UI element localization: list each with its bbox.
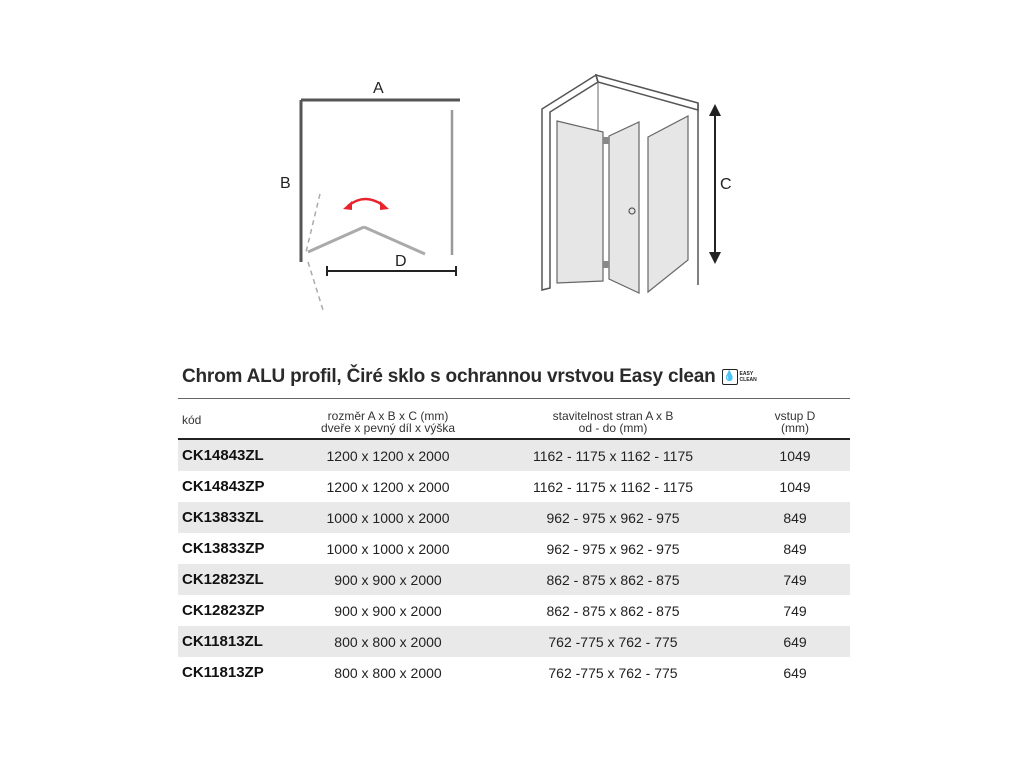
table-heading [182,366,757,388]
swing-arrow-icon [348,199,384,206]
header-entry [740,399,850,440]
water-drop-icon: 💧 [722,369,738,385]
cell-adjust: 762 -775 x 762 - 775 [548,664,678,681]
table-row [178,564,850,595]
cell-entry: 1049 [740,439,850,471]
cell-code: CK11813ZP [182,664,264,681]
header-size-line1: rozměr A x B x C (mm) [327,409,449,423]
cell-size: 900 x 900 x 2000 [290,564,486,595]
cell-code: CK11813ZL [178,626,290,657]
cell-adjust: 962 - 975 x 962 - 975 [546,540,680,557]
cell-code: CK12823ZL [178,564,290,595]
cell-entry: 749 [740,564,850,595]
header-size [290,399,486,440]
cell-adjust: 1162 - 1175 x 1162 - 1175 [486,439,740,471]
cell-code: CK13833ZP [182,540,265,557]
cell-adjust: 1162 - 1175 x 1162 - 1175 [532,478,694,495]
cell-code: CK13833ZL [178,502,290,533]
header-size-line2: dveře x pevný díl x výška [320,421,456,435]
cell-code: CK12823ZP [182,602,265,619]
cell-adjust: 762 -775 x 762 - 775 [486,626,740,657]
spec-table [178,398,850,688]
dimension-label-d: D [395,253,407,270]
table-row [178,657,850,688]
cell-size: 1200 x 1200 x 2000 [326,478,450,495]
cell-adjust: 962 - 975 x 962 - 975 [486,502,740,533]
header-adjust-line2: od - do (mm) [578,421,648,435]
badge-text-line2: CLEAN [739,377,757,383]
dimension-label-b: B [280,175,291,192]
plan-view-diagram [301,100,460,310]
cell-entry: 849 [740,502,850,533]
table-row [178,439,850,471]
cell-entry: 1049 [779,478,811,495]
cell-entry: 849 [783,540,807,557]
cell-entry: 649 [740,626,850,657]
dimension-label-a: A [373,80,384,97]
shower-diagrams [0,0,1024,340]
badge-text-line1: EASY [739,371,754,377]
cell-size: 1200 x 1200 x 2000 [290,439,486,471]
cell-adjust: 862 - 875 x 862 - 875 [546,602,680,619]
page-title: Chrom ALU profil, Čiré sklo s ochrannou vrstvou Easy clean [182,366,716,387]
header-adjust [486,399,740,440]
easy-clean-badge [722,369,757,385]
cell-size: 1000 x 1000 x 2000 [326,540,450,557]
table-row [178,595,850,626]
cell-size: 900 x 900 x 2000 [334,602,442,619]
header-code: kód [178,399,290,440]
header-entry-line1: vstup D [774,409,816,423]
table-row [178,626,850,657]
table-row [178,533,850,564]
perspective-view-diagram [542,75,721,293]
table-row [178,502,850,533]
header-adjust-line1: stavitelnost stran A x B [552,409,674,423]
cell-code: CK14843ZL [178,439,290,471]
dimension-label-c: C [720,176,732,193]
table-row [178,471,850,502]
cell-size: 800 x 800 x 2000 [334,664,442,681]
header-entry-line2: (mm) [781,421,809,435]
cell-size: 1000 x 1000 x 2000 [290,502,486,533]
cell-adjust: 862 - 875 x 862 - 875 [486,564,740,595]
cell-size: 800 x 800 x 2000 [290,626,486,657]
cell-entry: 749 [783,602,807,619]
cell-entry: 649 [783,664,807,681]
table-header-row [178,399,850,440]
cell-code: CK14843ZP [182,478,265,495]
